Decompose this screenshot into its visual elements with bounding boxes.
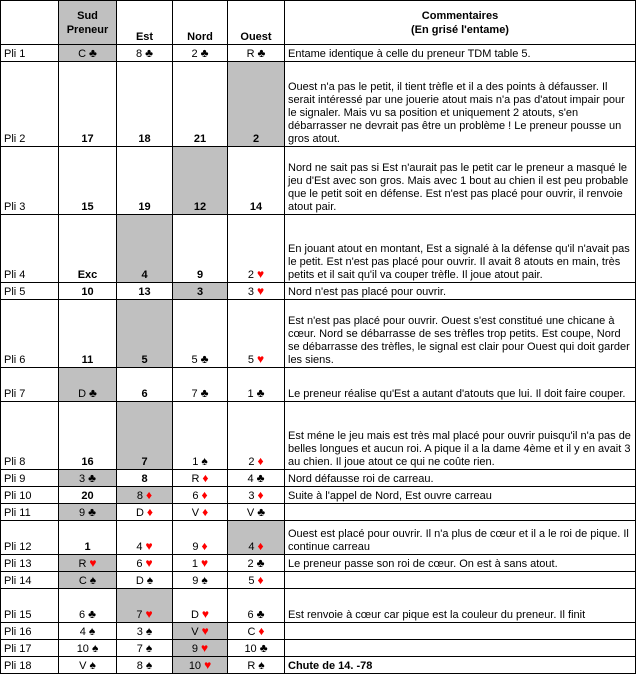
- card-sud: [59, 572, 117, 589]
- card-nord: [173, 640, 228, 657]
- card-rank: 8: [136, 660, 143, 672]
- table-row: [1, 147, 636, 215]
- table-row: [1, 589, 636, 623]
- pli-label: Pli 17: [1, 640, 59, 657]
- card-ouest: [228, 470, 285, 487]
- table-row: [1, 657, 636, 674]
- card-rank: 10: [81, 286, 94, 298]
- comment-cell: Est n'est pas placé pour ouvrir. Ouest s'est constitué une chicane à cœur. Nord se débarrasse de ses trèfles trop petits. Est coupe, Nord se débarrasse des trèfles, le signal est clair pour Ouest qui doit garder les siens.: [285, 300, 636, 368]
- card-ouest: [228, 504, 285, 521]
- spade-icon: ♠: [89, 573, 97, 587]
- card-ouest: [228, 283, 285, 300]
- card-rank: 1: [192, 456, 199, 468]
- card-nord: [173, 623, 228, 640]
- table-row: [1, 45, 636, 62]
- pli-label: Pli 14: [1, 572, 59, 589]
- card-rank: 8: [136, 490, 143, 502]
- card-sud: [59, 300, 117, 368]
- club-icon: ♣: [256, 471, 265, 485]
- heart-icon: ♥: [201, 556, 209, 570]
- club-icon: ♣: [89, 386, 97, 400]
- table-row: [1, 555, 636, 572]
- card-ouest: [228, 572, 285, 589]
- card-rank: 14: [249, 201, 263, 213]
- pli-label: Pli 16: [1, 623, 59, 640]
- card-rank: 6: [192, 490, 199, 502]
- heart-icon: ♥: [145, 539, 153, 553]
- card-rank: 4: [248, 541, 255, 553]
- card-rank: 5: [141, 354, 148, 366]
- card-sud: [59, 521, 117, 555]
- card-rank: V: [191, 626, 199, 638]
- card-rank: 15: [81, 201, 94, 213]
- card-sud: [59, 283, 117, 300]
- card-rank: C: [78, 575, 87, 587]
- card-sud: [59, 215, 117, 283]
- card-rank: Exc: [77, 269, 98, 281]
- card-sud: [59, 657, 117, 674]
- club-icon: ♣: [259, 641, 268, 655]
- card-ouest: [228, 640, 285, 657]
- spade-icon: ♠: [146, 573, 154, 587]
- card-nord: [173, 657, 228, 674]
- card-rank: 7: [141, 456, 148, 468]
- card-nord: [173, 589, 228, 623]
- card-est: [117, 147, 173, 215]
- card-nord: [173, 487, 228, 504]
- card-rank: 5: [247, 354, 254, 366]
- card-rank: 9: [192, 541, 199, 553]
- card-rank: C: [247, 626, 256, 638]
- card-nord: [173, 572, 228, 589]
- card-nord: [173, 504, 228, 521]
- heart-icon: ♥: [89, 556, 97, 570]
- diamond-icon: ♦: [257, 573, 264, 587]
- diamond-icon: ♦: [146, 488, 153, 502]
- comment-cell: [285, 640, 636, 657]
- card-est: [117, 521, 173, 555]
- heart-icon: ♥: [204, 658, 212, 672]
- card-rank: 4: [136, 541, 143, 553]
- pli-label: Pli 3: [1, 147, 59, 215]
- pli-label: Pli 11: [1, 504, 59, 521]
- header-sud: [59, 1, 117, 45]
- header-sud-line1: Sud: [77, 9, 98, 22]
- table-row: [1, 572, 636, 589]
- rows-body: [1, 45, 636, 674]
- card-rank: C: [78, 48, 87, 60]
- club-icon: ♣: [256, 386, 265, 400]
- comment-cell: Est renvoie à cœur car pique est la couleur du preneur. Il finit: [285, 589, 636, 623]
- header-nord: Nord: [173, 1, 228, 45]
- card-ouest: [228, 589, 285, 623]
- card-ouest: [228, 45, 285, 62]
- spade-icon: ♠: [89, 658, 96, 672]
- card-rank: 16: [81, 456, 94, 468]
- card-sud: [59, 402, 117, 470]
- card-rank: 1: [191, 558, 198, 570]
- card-rank: 10: [188, 660, 202, 672]
- card-sud: [59, 470, 117, 487]
- club-icon: ♣: [88, 471, 96, 485]
- card-rank: 19: [138, 201, 151, 213]
- card-ouest: [228, 300, 285, 368]
- card-rank: 3: [248, 490, 255, 502]
- pli-label: Pli 13: [1, 555, 59, 572]
- card-nord: [173, 368, 228, 402]
- header-sud-line2: Preneur: [66, 23, 109, 36]
- card-rank: D: [190, 609, 199, 621]
- pli-label: Pli 10: [1, 487, 59, 504]
- card-sud: [59, 589, 117, 623]
- card-rank: 5: [191, 354, 198, 366]
- header-comment: [285, 1, 636, 45]
- diamond-icon: ♦: [257, 539, 264, 553]
- card-rank: 3: [196, 286, 204, 298]
- card-rank: 1: [84, 541, 91, 553]
- card-est: [117, 589, 173, 623]
- card-rank: 9: [192, 575, 199, 587]
- card-ouest: [228, 555, 285, 572]
- comment-cell: Nord n'est pas placé pour ouvrir.: [285, 283, 636, 300]
- card-ouest: [228, 487, 285, 504]
- heart-icon: ♥: [257, 352, 265, 366]
- card-rank: 20: [81, 490, 94, 502]
- card-rank: 8: [136, 48, 143, 60]
- card-sud: [59, 555, 117, 572]
- card-rank: 4: [141, 269, 148, 281]
- card-ouest: [228, 368, 285, 402]
- card-rank: 17: [81, 133, 94, 145]
- club-icon: ♣: [256, 556, 265, 570]
- card-rank: 13: [138, 286, 151, 298]
- table-row: [1, 487, 636, 504]
- card-sud: [59, 640, 117, 657]
- card-ouest: [228, 623, 285, 640]
- card-sud: [59, 504, 117, 521]
- card-rank: 4: [79, 626, 86, 638]
- table-row: [1, 504, 636, 521]
- card-nord: [173, 300, 228, 368]
- diamond-icon: ♦: [202, 505, 209, 519]
- comment-cell: Chute de 14. -78: [285, 657, 636, 674]
- diamond-icon: ♦: [146, 505, 154, 519]
- heart-icon: ♥: [145, 556, 153, 570]
- card-rank: 7: [136, 609, 143, 621]
- spade-icon: ♠: [145, 624, 153, 638]
- club-icon: ♣: [200, 352, 209, 366]
- card-est: [117, 470, 173, 487]
- header-comment-line1: Commentaires: [421, 9, 499, 22]
- card-rank: 5: [248, 575, 255, 587]
- comment-cell: [285, 504, 636, 521]
- heart-icon: ♥: [257, 284, 265, 298]
- card-nord: [173, 402, 228, 470]
- card-rank: 18: [138, 133, 151, 145]
- comment-cell: Est méne le jeu mais est très mal placé pour ouvrir puisqu'il n'a pas de belles longues et aucun roi. A pique il a la dame 4ème et il y en avait 3 au chien. Il joue atout ce qui ne coûte rien.: [285, 402, 636, 470]
- card-rank: 12: [193, 201, 207, 213]
- table-row: [1, 623, 636, 640]
- card-rank: V: [246, 507, 255, 519]
- card-rank: R: [191, 473, 200, 485]
- pli-label: Pli 2: [1, 62, 59, 147]
- club-icon: ♣: [145, 46, 153, 60]
- table-row: [1, 470, 636, 487]
- diamond-icon: ♦: [201, 539, 208, 553]
- card-nord: [173, 147, 228, 215]
- card-rank: 2: [252, 133, 260, 145]
- card-rank: 7: [191, 388, 198, 400]
- comment-cell: [285, 623, 636, 640]
- card-sud: [59, 45, 117, 62]
- card-rank: 6: [141, 388, 148, 400]
- card-rank: 9: [196, 269, 204, 281]
- card-est: [117, 300, 173, 368]
- card-sud: [59, 487, 117, 504]
- pli-label: Pli 1: [1, 45, 59, 62]
- header-comment-line2: (En grisé l'entame): [411, 23, 509, 36]
- card-nord: [173, 215, 228, 283]
- header-est: Est: [117, 1, 173, 45]
- card-rank: V: [79, 660, 87, 672]
- diamond-icon: ♦: [201, 488, 208, 502]
- club-icon: ♣: [88, 505, 96, 519]
- card-ouest: [228, 521, 285, 555]
- table-row: [1, 215, 636, 283]
- card-rank: R: [78, 558, 87, 570]
- card-rank: 8: [141, 473, 148, 485]
- spade-icon: ♠: [201, 573, 208, 587]
- card-rank: 2: [191, 48, 198, 60]
- comment-cell: Le preneur réalise qu'Est a autant d'atouts que lui. Il doit faire couper.: [285, 368, 636, 402]
- club-icon: ♣: [200, 46, 209, 60]
- card-rank: 7: [136, 643, 143, 655]
- pli-label: Pli 9: [1, 470, 59, 487]
- pli-label: Pli 4: [1, 215, 59, 283]
- table-row: [1, 300, 636, 368]
- spade-icon: ♠: [91, 641, 99, 655]
- table-row: [1, 521, 636, 555]
- table-row: [1, 368, 636, 402]
- card-est: [117, 62, 173, 147]
- card-ouest: [228, 657, 285, 674]
- card-rank: D: [78, 388, 87, 400]
- card-rank: 11: [81, 354, 94, 366]
- heart-icon: ♥: [145, 607, 153, 621]
- card-rank: 2: [247, 558, 254, 570]
- card-ouest: [228, 147, 285, 215]
- pli-label: Pli 6: [1, 300, 59, 368]
- card-rank: 2: [247, 269, 254, 281]
- card-nord: [173, 283, 228, 300]
- spade-icon: ♠: [145, 658, 153, 672]
- comment-cell: En jouant atout en montant, Est a signalé à la défense qu'il n'avait pas le petit. Est n'est pas placé pour ouvrir. Il avait 8 atouts en main, très petits et il sait qu'il va couper trèfle. Il joue atout pair.: [285, 215, 636, 283]
- card-est: [117, 555, 173, 572]
- card-rank: 3: [79, 473, 86, 485]
- card-rank: 1: [247, 388, 254, 400]
- pli-label: Pli 8: [1, 402, 59, 470]
- table-row: [1, 640, 636, 657]
- card-sud: [59, 147, 117, 215]
- card-sud: [59, 368, 117, 402]
- card-rank: R: [246, 48, 255, 60]
- spade-icon: ♠: [201, 454, 208, 468]
- card-nord: [173, 470, 228, 487]
- card-rank: 3: [136, 626, 143, 638]
- card-ouest: [228, 215, 285, 283]
- comment-cell: Ouest n'a pas le petit, il tient trèfle et il a des points à défausser. Il serait intéressé par une jouerie atout mais n'a pas d'atout impair pour le signaler. Mais vu sa position et uniquement 2 atouts, s'en débarrasser ne devrait pas être un problème ! Le preneur pousse un gros atout.: [285, 62, 636, 147]
- pli-label: Pli 12: [1, 521, 59, 555]
- table-row: [1, 402, 636, 470]
- card-rank: D: [135, 575, 144, 587]
- card-est: [117, 402, 173, 470]
- pli-label: Pli 15: [1, 589, 59, 623]
- diamond-icon: ♦: [258, 624, 265, 638]
- pli-label: Pli 18: [1, 657, 59, 674]
- card-rank: 6: [79, 609, 86, 621]
- heart-icon: ♥: [201, 607, 210, 621]
- table-row: [1, 283, 636, 300]
- card-rank: 9: [79, 507, 86, 519]
- card-est: [117, 283, 173, 300]
- comment-cell: Nord défausse roi de carreau.: [285, 470, 636, 487]
- card-nord: [173, 45, 228, 62]
- pli-label: Pli 5: [1, 283, 59, 300]
- diamond-icon: ♦: [257, 488, 264, 502]
- comment-cell: Ouest est placé pour ouvrir. Il n'a plus de cœur et il a le roi de pique. Il continue carreau: [285, 521, 636, 555]
- card-est: [117, 215, 173, 283]
- card-ouest: [228, 62, 285, 147]
- card-rank: 6: [136, 558, 143, 570]
- diamond-icon: ♦: [202, 471, 209, 485]
- card-rank: 10: [76, 643, 89, 655]
- card-rank: D: [135, 507, 144, 519]
- card-rank: 6: [247, 609, 254, 621]
- card-sud: [59, 623, 117, 640]
- card-est: [117, 368, 173, 402]
- card-rank: 9: [191, 643, 198, 655]
- table-row: [1, 62, 636, 147]
- comment-cell: [285, 572, 636, 589]
- pli-label: Pli 7: [1, 368, 59, 402]
- header-row: [1, 1, 636, 45]
- comment-cell: Le preneur passe son roi de cœur. On est à sans atout.: [285, 555, 636, 572]
- club-icon: ♣: [89, 46, 97, 60]
- card-sud: [59, 62, 117, 147]
- card-est: [117, 623, 173, 640]
- card-nord: [173, 555, 228, 572]
- card-est: [117, 572, 173, 589]
- spade-icon: ♠: [88, 624, 96, 638]
- card-rank: 21: [193, 133, 207, 145]
- club-icon: ♣: [257, 46, 266, 60]
- card-rank: 2: [248, 456, 255, 468]
- card-rank: 10: [244, 643, 257, 655]
- card-ouest: [228, 402, 285, 470]
- spade-icon: ♠: [258, 658, 265, 672]
- heart-icon: ♥: [257, 267, 265, 281]
- comment-cell: Nord ne sait pas si Est n'aurait pas le petit car le preneur a masqué le jeu d'Est avec son gros. Mais avec 1 bout au chien il est peu probable que le petit soit en défense. Est n'est pas placé pour ouvrir, il renvoie atout pair.: [285, 147, 636, 215]
- header-ouest: Ouest: [228, 1, 285, 45]
- diamond-icon: ♦: [257, 454, 264, 468]
- card-rank: V: [191, 507, 200, 519]
- card-est: [117, 657, 173, 674]
- card-nord: [173, 521, 228, 555]
- card-est: [117, 487, 173, 504]
- heart-icon: ♥: [201, 641, 209, 655]
- header-pli: [1, 1, 59, 45]
- card-rank: 3: [247, 286, 254, 298]
- card-est: [117, 45, 173, 62]
- spade-icon: ♠: [145, 641, 153, 655]
- card-nord: [173, 62, 228, 147]
- comment-cell: Entame identique à celle du preneur TDM table 5.: [285, 45, 636, 62]
- card-est: [117, 504, 173, 521]
- card-est: [117, 640, 173, 657]
- card-rank: R: [247, 660, 256, 672]
- card-rank: 4: [247, 473, 254, 485]
- club-icon: ♣: [200, 386, 209, 400]
- club-icon: ♣: [257, 505, 266, 519]
- club-icon: ♣: [256, 607, 265, 621]
- comment-cell: Suite à l'appel de Nord, Est ouvre carreau: [285, 487, 636, 504]
- club-icon: ♣: [88, 607, 96, 621]
- heart-icon: ♥: [201, 624, 209, 638]
